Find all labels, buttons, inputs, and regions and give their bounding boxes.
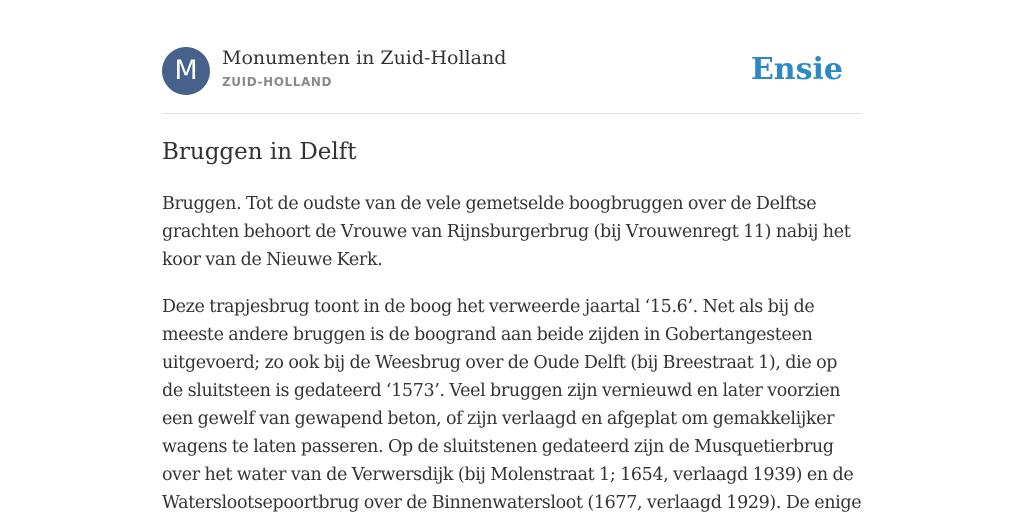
text-line: uitgevoerd; zo ook bij de Weesbrug over de Oude Delft (bij Breestraat 1), die op bbox=[162, 353, 838, 373]
text-line: Bruggen. Tot de oudste van de vele gemetselde boogbruggen over de Delftse bbox=[162, 194, 817, 214]
text-line: over het water van de Verwersdijk (bij Molenstraat 1; 1654, verlaagd 1939) en de bbox=[162, 465, 854, 485]
source-title[interactable]: Monumenten in Zuid-Holland bbox=[222, 47, 507, 69]
source-header bbox=[162, 46, 862, 96]
article-paragraph-2 bbox=[162, 293, 862, 512]
ensie-logo[interactable]: Ensie bbox=[750, 52, 843, 87]
text-line: Deze trapjesbrug toont in de boog het verweerde jaartal ‘15.6’. Net als bij de bbox=[162, 297, 815, 317]
text-line: wagens te laten passeren. Op de sluitstenen gedateerd zijn de Musquetierbrug bbox=[162, 437, 834, 457]
article-paragraph-1 bbox=[162, 190, 862, 274]
source-avatar[interactable]: M bbox=[162, 47, 210, 95]
text-line: een gewelf van gewapend beton, of zijn verlaagd en afgeplat om gemakkelijker bbox=[162, 409, 835, 429]
text-line: Waterslootsepoortbrug over de Binnenwatersloot (1677, verlaagd 1929). De enige bbox=[162, 493, 862, 512]
article-title: Bruggen in Delft bbox=[162, 139, 357, 165]
text-line: meeste andere bruggen is de boogrand aan beide zijden in Gobertangesteen bbox=[162, 325, 813, 345]
text-line: grachten behoort de Vrouwe van Rijnsburgerbrug (bij Vrouwenregt 11) nabij het bbox=[162, 222, 851, 242]
text-line: de sluitsteen is gedateerd ‘1573’. Veel bruggen zijn vernieuwd en later voorzien bbox=[162, 381, 841, 401]
article-body bbox=[162, 190, 862, 512]
source-subtitle[interactable]: ZUID-HOLLAND bbox=[222, 75, 333, 89]
header-divider bbox=[162, 113, 862, 114]
text-line: koor van de Nieuwe Kerk. bbox=[162, 250, 383, 270]
